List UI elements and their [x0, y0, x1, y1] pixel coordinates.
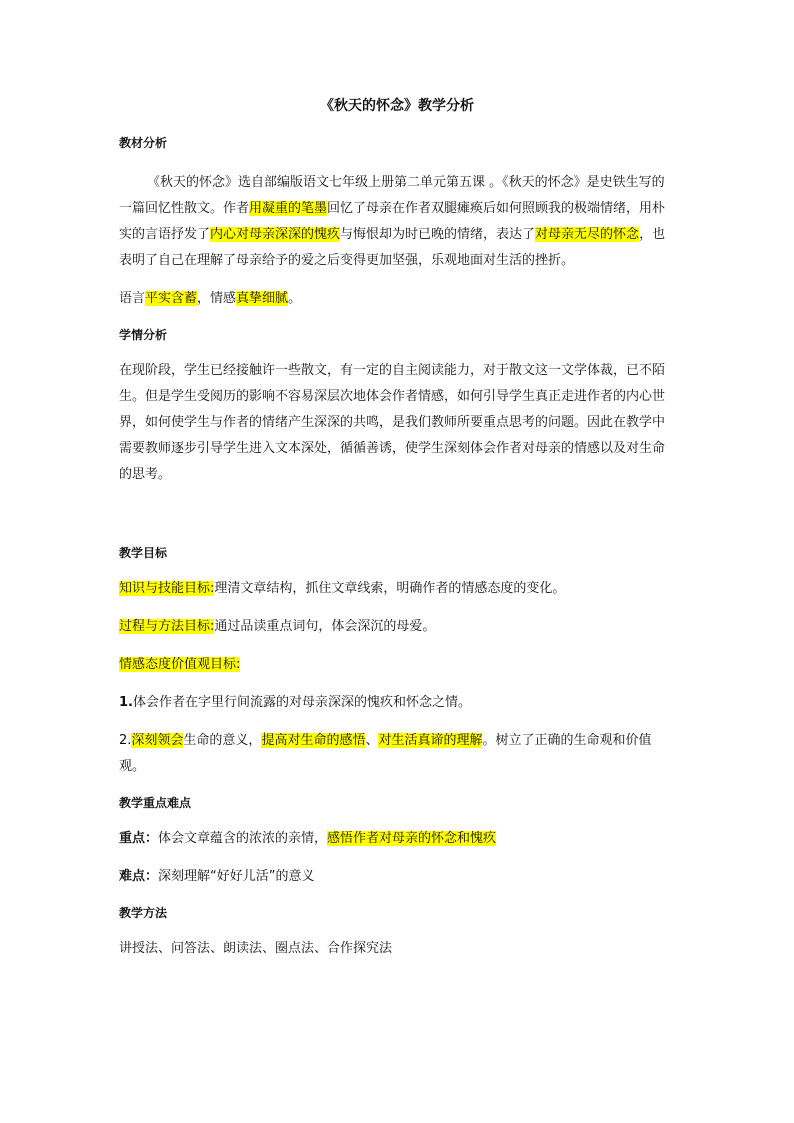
- knowledge-goal-text: 理清文章结构，抓住文章线索，明确作者的情感态度的变化。: [214, 581, 566, 596]
- highlight-life-truth: 对生活真谛的理解: [378, 733, 483, 748]
- emotion-goal-label: 情感态度价值观目标:: [119, 657, 241, 672]
- highlight-key-point: 感悟作者对母亲的怀念和愧疚: [327, 831, 497, 846]
- item-1-number: 1.: [119, 695, 133, 710]
- document-body: [119, 96, 675, 962]
- heading-teaching-goals: 教学目标: [119, 546, 168, 560]
- language-label: 语言: [119, 291, 146, 306]
- key-point-line: [119, 826, 675, 852]
- item-2-text-a: 生命的意义，: [183, 733, 262, 748]
- item-1-text: 体会作者在字里行间流露的对母亲深深的愧疚和怀念之情。: [132, 695, 471, 710]
- difficulty-text: 深刻理解“好好儿活”的意义: [158, 869, 315, 884]
- material-text-d: ，也表明了自己在理解了母亲给予的爱之后变得更加坚强，乐观地面对生活的挫折。: [119, 227, 666, 268]
- heading-learner-analysis: 学情分析: [119, 328, 168, 342]
- highlight-life-perception: 提高对生命的感悟: [261, 733, 366, 748]
- item-2-number: 2.: [119, 733, 132, 748]
- difficulty-line: [119, 864, 675, 890]
- goal-knowledge: [119, 576, 675, 602]
- highlight-deep-understanding: 深刻领会: [131, 733, 184, 748]
- material-text-c: 与悔恨却为时已晚的情绪，表达了: [340, 227, 536, 242]
- highlight-plain-implicit: 平实含蓄: [145, 291, 198, 306]
- goal-item-1: [119, 690, 675, 716]
- process-goal-label: 过程与方法目标:: [119, 619, 215, 634]
- item-2-text-c: 。树立了正确的生命观和价值观。: [119, 733, 652, 774]
- document-title: 《秋天的怀念》教学分析: [320, 98, 474, 114]
- knowledge-goal-label: 知识与技能目标:: [119, 581, 215, 596]
- goal-emotion-label-line: [119, 652, 675, 678]
- highlight-endless-longing: 对母亲无尽的怀念: [535, 227, 640, 242]
- material-text-b: 回忆了母亲在作者双腿瘫痪后如何照顾我的极端情绪，用朴实的言语抒发了: [119, 201, 666, 242]
- methods-list: 讲授法、问答法、朗读法、圈点法、合作探究法: [119, 941, 393, 956]
- emotion-label: ，情感: [197, 291, 237, 306]
- period: 。: [288, 291, 302, 306]
- heading-material-analysis: 教材分析: [119, 136, 168, 150]
- learner-paragraph: 在现阶段，学生已经接触许一些散文，有一定的自主阅读能力，对于散文这一文学体裁，已不陌生。但是学生受阅历的影响不容易深层次地体会作者情感，如何引导学生真正走进作者的内心世界，如何使学生与作者的情绪产生深深的共鸣，是我们教师所要重点思考的问题。因此在教学中需要教师逐步引导学生进入文本深处，循循善诱，使学生深刻体会作者对母亲的情感以及对生命的思考。: [119, 363, 666, 482]
- highlight-deep-guilt: 内心对母亲深深的愧疚: [210, 227, 341, 242]
- goal-process: [119, 614, 675, 640]
- heading-teaching-methods: 教学方法: [119, 906, 168, 920]
- goal-item-2: [119, 728, 675, 780]
- material-paragraph-1: [119, 170, 675, 274]
- process-goal-text: 通过品读重点词句，体会深沉的母爱。: [214, 619, 436, 634]
- highlight-sincere-delicate: 真挚细腻: [236, 291, 289, 306]
- key-point-text: 体会文章蕴含的浓浓的亲情，: [158, 831, 328, 846]
- difficulty-label: 难点：: [119, 869, 159, 884]
- highlight-solemn-style: 用凝重的笔墨: [249, 201, 328, 216]
- key-point-label: 重点：: [119, 831, 159, 846]
- heading-key-points: 教学重点难点: [119, 796, 192, 810]
- material-paragraph-2: [119, 286, 675, 312]
- material-text-a: 《秋天的怀念》选自部编版语文七年级上册第二单元第五课 。《秋天的怀念》是史铁生写的一篇回忆性散文。作者: [119, 175, 665, 216]
- item-2-text-b: 、: [365, 733, 379, 748]
